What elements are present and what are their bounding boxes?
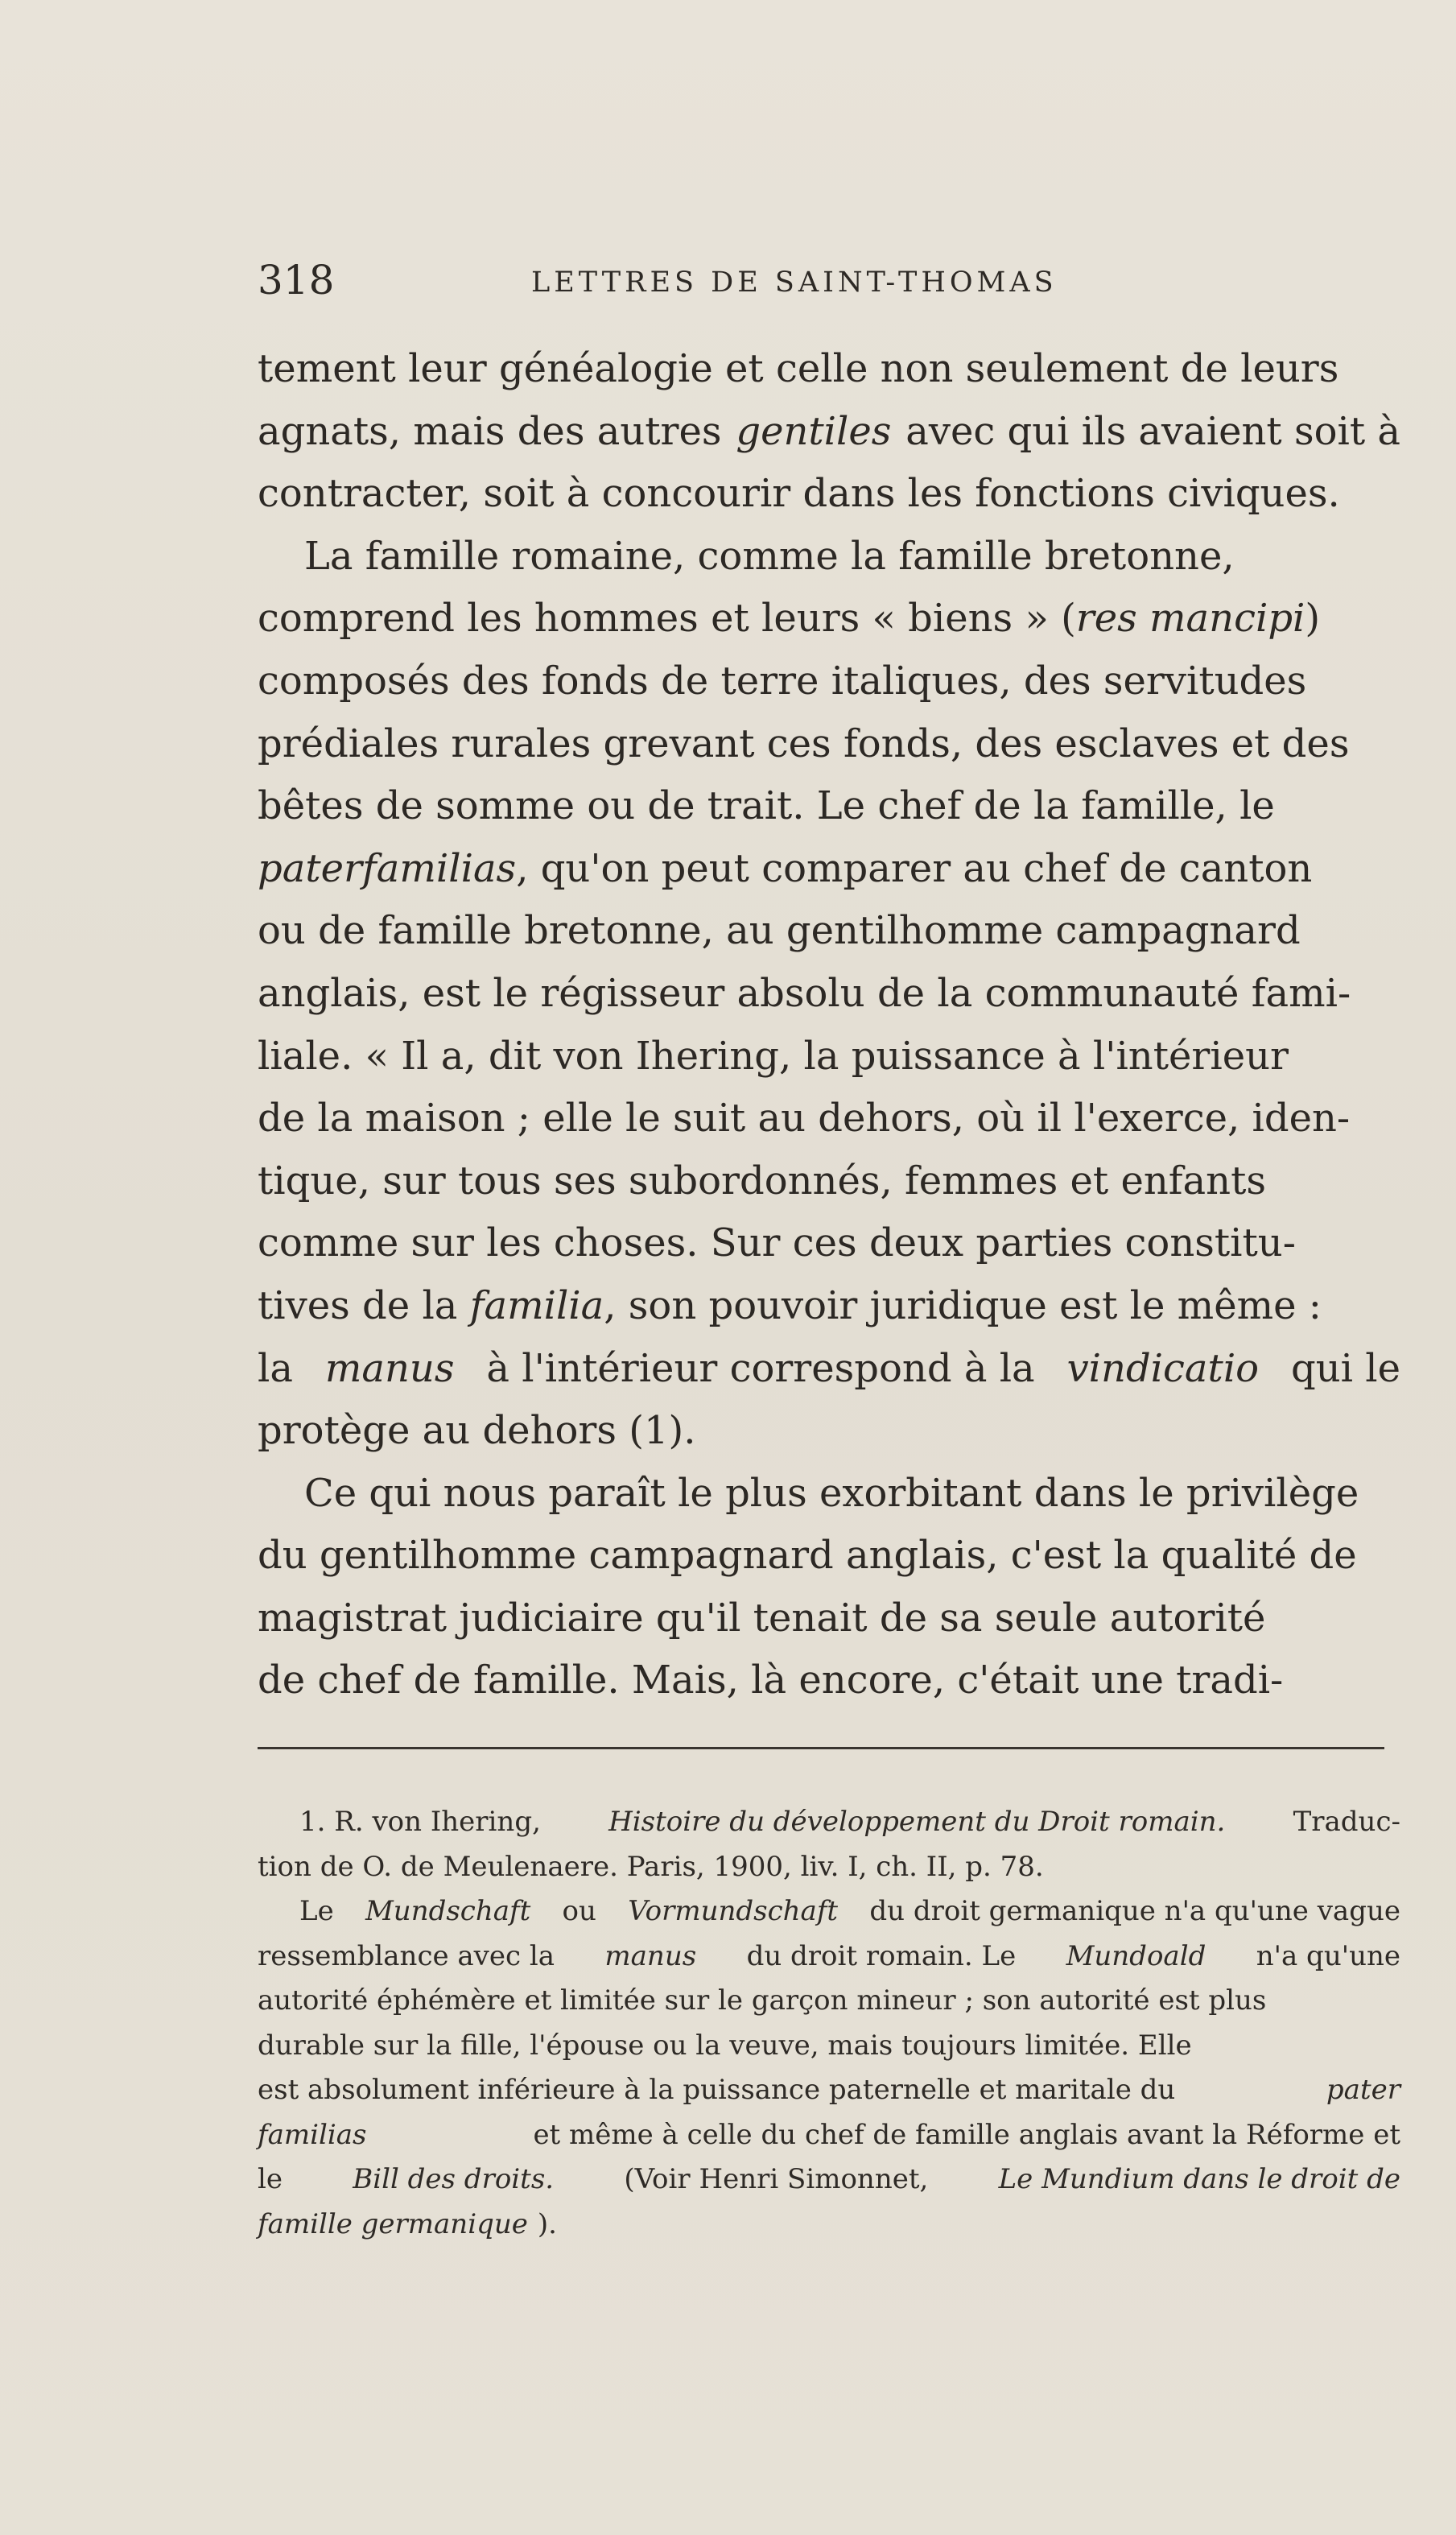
text-span: agnats, mais des autres <box>258 408 722 454</box>
footnote-line <box>258 2113 1400 2158</box>
text-line <box>258 1275 1400 1338</box>
text-line <box>258 338 1400 401</box>
text-line <box>258 1463 1400 1526</box>
footnote-line <box>258 2203 1400 2248</box>
text-line <box>258 1212 1400 1275</box>
text-span: protège au dehors (1). <box>258 1408 696 1454</box>
text-line <box>258 526 1400 588</box>
page-number: 318 <box>258 257 335 303</box>
italic-term: vindicatio <box>1066 1345 1260 1391</box>
footnote-italic: Histoire du développement du Droit romain. <box>608 1806 1226 1838</box>
footnote-text: (Voir Henri Simonnet, <box>624 2163 929 2195</box>
footnotes <box>258 1800 1400 2247</box>
text-span: contracter, soit à concourir dans les fonctions civiques. <box>258 471 1340 517</box>
text-span: paterfamilias, qu'on peut comparer au chef de canton <box>258 845 1313 891</box>
footnote-text: du droit romain. Le <box>746 1939 1017 1972</box>
text-span: bêtes de somme ou de trait. Le chef de la famille, le <box>258 783 1275 829</box>
italic-term: res mancipi <box>1075 596 1305 642</box>
text-span: comme sur les choses. Sur ces deux parties constitu- <box>258 1220 1296 1266</box>
text-line <box>258 1150 1400 1213</box>
text-span: liale. « Il a, dit von Ihering, la puissance à l'intérieur <box>258 1033 1289 1079</box>
text-span: magistrat judiciaire qu'il tenait de sa seule autorité <box>258 1595 1266 1641</box>
footnote-line <box>258 2068 1400 2113</box>
text-line <box>258 1649 1400 1712</box>
text-line <box>258 650 1400 713</box>
footnote-italic: familias <box>258 2118 367 2151</box>
text-span: anglais, est le régisseur absolu de la communauté fami- <box>258 970 1351 1016</box>
text-span: La famille romaine, comme la famille bretonne, <box>304 533 1235 579</box>
text-line <box>258 1587 1400 1650</box>
footnote-separator <box>258 1747 1384 1749</box>
footnote-text: Le <box>299 1895 334 1927</box>
text-line <box>258 588 1400 650</box>
footnote-text: Traduc- <box>1293 1806 1400 1838</box>
text-span: à l'intérieur correspond à la <box>486 1345 1035 1391</box>
footnote-italic: Vormundschaft <box>628 1895 839 1927</box>
footnote-italic: Mundoald <box>1066 1939 1206 1972</box>
footnote-italic: famille germanique <box>258 2207 528 2240</box>
text-line <box>258 775 1400 838</box>
text-line <box>258 1525 1400 1587</box>
footnote-line <box>258 1845 1400 1890</box>
footnote-line <box>258 1889 1400 1934</box>
text-line <box>258 900 1400 963</box>
text-line <box>258 1338 1400 1401</box>
footnote-text: le <box>258 2163 283 2195</box>
footnote-italic: manus <box>604 1939 697 1972</box>
footnote-line <box>258 1934 1400 1980</box>
footnote-text: 1. R. von Ihering, <box>299 1806 541 1838</box>
text-span: composés des fonds de terre italiques, des servitudes <box>258 658 1307 704</box>
footnote-text: n'a qu'une <box>1256 1939 1400 1972</box>
footnote-text: ). <box>537 2207 557 2240</box>
footnote-italic: Mundschaft <box>365 1895 531 1927</box>
text-span: tives de la familia, son pouvoir juridique est le même : <box>258 1282 1322 1328</box>
footnote-italic: Bill des droits. <box>353 2163 555 2195</box>
footnote-text: durable sur la fille, l'épouse ou la veuve, mais toujours limitée. Elle <box>258 2029 1192 2062</box>
text-line <box>258 401 1400 464</box>
footnote-italic: pater <box>1326 2074 1400 2106</box>
footnote-italic: Le Mundium dans le droit de <box>998 2163 1400 2195</box>
footnote-text: ou <box>562 1895 596 1927</box>
text-span: Ce qui nous paraît le plus exorbitant dans le privilège <box>304 1470 1359 1516</box>
footnote-line <box>258 1800 1400 1845</box>
text-line <box>258 1026 1400 1088</box>
text-span: de la maison ; elle le suit au dehors, où il l'exerce, iden- <box>258 1096 1351 1142</box>
text-span: la <box>258 1345 293 1391</box>
text-span: tement leur généalogie et celle non seulement de leurs <box>258 346 1339 391</box>
footnote-line <box>258 2157 1400 2203</box>
text-line <box>258 838 1400 901</box>
text-span: avec qui ils avaient soit à <box>905 408 1400 454</box>
text-span: du gentilhomme campagnard anglais, c'est la qualité de <box>258 1533 1357 1579</box>
footnote-line <box>258 2024 1400 2069</box>
text-line <box>258 1400 1400 1463</box>
text-span: comprend les hommes et leurs « biens » (res mancipi) <box>258 596 1321 642</box>
page-header <box>258 256 1400 304</box>
footnote-text: autorité éphémère et limitée sur le garçon mineur ; son autorité est plus <box>258 1984 1267 2017</box>
footnote-text: est absolument inférieure à la puissance paternelle et maritale du <box>258 2074 1176 2106</box>
text-line <box>258 963 1400 1026</box>
italic-term: manus <box>324 1345 455 1391</box>
text-span: de chef de famille. Mais, là encore, c'était une tradi- <box>258 1658 1284 1703</box>
footnote-line <box>258 1979 1400 2024</box>
text-span: qui le <box>1290 1345 1400 1391</box>
text-span: prédiales rurales grevant ces fonds, des esclaves et des <box>258 720 1350 766</box>
text-line <box>258 463 1400 526</box>
text-line <box>258 1088 1400 1150</box>
footnote-text: et même à celle du chef de famille anglais avant la Réforme et <box>533 2118 1400 2151</box>
main-text <box>258 338 1400 1712</box>
text-span: ou de famille bretonne, au gentilhomme campagnard <box>258 908 1301 954</box>
italic-term: paterfamilias <box>258 845 517 891</box>
text-line <box>258 713 1400 776</box>
footnote-text: tion de O. de Meulenaere. Paris, 1900, liv. I, ch. II, p. 78. <box>258 1850 1044 1883</box>
italic-term: gentiles <box>736 408 892 454</box>
footnote-text: ressemblance avec la <box>258 1939 555 1972</box>
footnote-text: du droit germanique n'a qu'une vague <box>869 1895 1400 1927</box>
running-title: LETTRES DE SAINT-THOMAS <box>531 266 1058 299</box>
text-span: tique, sur tous ses subordonnés, femmes et enfants <box>258 1158 1266 1204</box>
italic-term: familia <box>469 1282 604 1328</box>
